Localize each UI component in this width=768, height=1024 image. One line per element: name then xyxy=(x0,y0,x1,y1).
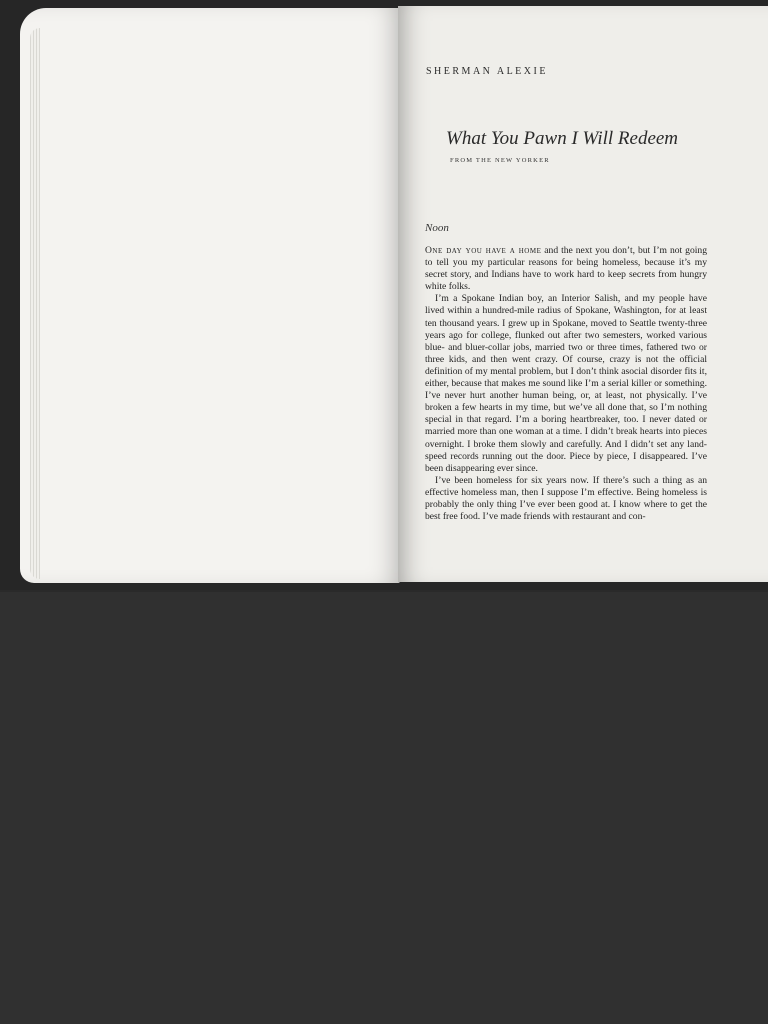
opening-small-caps: One day you have a home xyxy=(425,245,542,256)
body-text xyxy=(425,245,707,523)
title-page xyxy=(398,6,768,582)
author-heading: SHERMAN ALEXIE xyxy=(426,66,548,77)
paragraph-text: and the next you don’t, but I’m not going to tell you my particular reasons for being homeless, because it’s my secret story, and Indians have to work hard to keep secrets from hungry white folks. xyxy=(425,245,707,293)
paragraph xyxy=(425,245,707,293)
source-line: FROM THE NEW YORKER xyxy=(450,157,550,164)
section-heading: Noon xyxy=(425,222,449,234)
story-title: What You Pawn I Will Redeem xyxy=(446,128,679,149)
blank-left-page xyxy=(20,8,400,583)
paragraph: I’m a Spokane Indian boy, an Interior Salish, and my people have lived within a hundred-mile radius of Spokane, Washington, for at least ten thousand years. I grew up in Spokane, moved to Seattle twenty-three years ago for college, flunked out after two semesters, worked various blue- and bluer-collar jobs, married two or three times, fathered two or three kids, and then went crazy. Of course, crazy is not the official definition of my mental problem, but I don’t think asocial disorder fits it, either, because that makes me sound like I’m a serial killer or something. I’ve never hurt another human being, or, at least, not physically. I’ve broken a few hearts in my time, but we’ve all done that, so I’m nothing special in that regard. I’m a boring heartbreaker, too. I never dated or married more than one woman at a time. I didn’t break hearts into pieces overnight. I broke them slowly and carefully. And I didn’t set any land-speed records running out the door. Piece by piece, I disappeared. I’ve been disappearing ever since. xyxy=(425,293,707,474)
page-edge-stack xyxy=(30,28,40,579)
paragraph: I’ve been homeless for six years now. If there’s such a thing as an effective homeless man, then I suppose I’m effective. Being homeless is probably the only thing I’ve ever been good at. I know where to get the best free food. I’ve made friends with restaurant and con- xyxy=(425,474,707,523)
bottom-spread-scan xyxy=(0,592,768,1024)
